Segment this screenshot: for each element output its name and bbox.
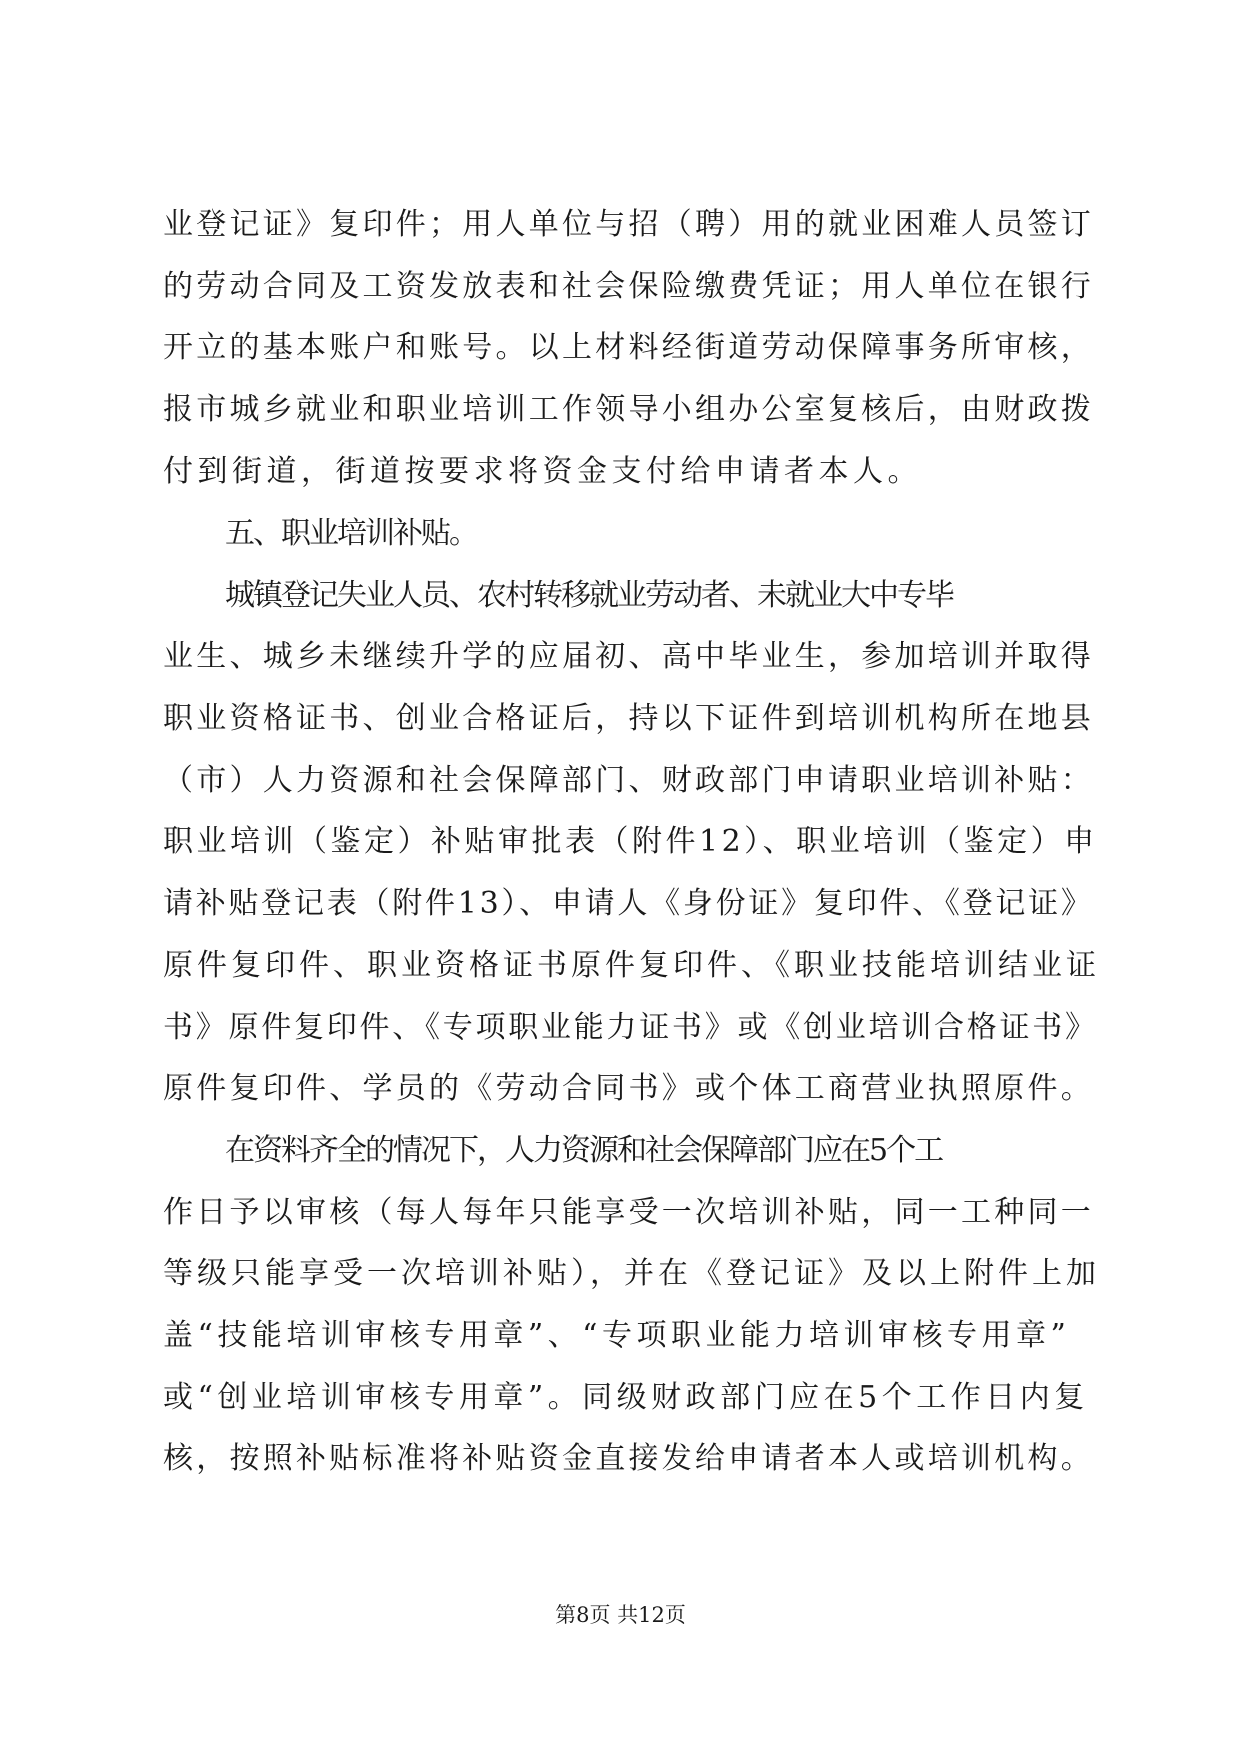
body-text-line: （市）人力资源和社会保障部门、财政部门申请职业培训补贴：	[163, 763, 1094, 798]
body-text-line: 开立的基本账户和账号。以上材料经街道劳动保障事务所审核，	[163, 330, 1094, 365]
body-text-line: 业生、城乡未继续升学的应届初、高中毕业生，参加培训并取得	[163, 639, 1094, 674]
body-text-line: 原件复印件、学员的《劳动合同书》或个体工商营业执照原件。	[163, 1071, 1094, 1106]
body-text-line: 核，按照补贴标准将补贴资金直接发给申请者本人或培训机构。	[163, 1441, 1094, 1476]
body-text-line: 请补贴登记表（附件13）、申请人《身份证》复印件、《登记证》	[163, 886, 1094, 921]
section-heading: 五、职业培训补贴。	[225, 516, 477, 551]
body-text-line: 的劳动合同及工资发放表和社会保险缴费凭证；用人单位在银行	[163, 269, 1094, 304]
body-text-line: 职业资格证书、创业合格证后，持以下证件到培训机构所在地县	[163, 701, 1094, 736]
body-text-line: 报市城乡就业和职业培训工作领导小组办公室复核后，由财政拨	[163, 392, 1094, 427]
body-text-line: 付到街道，街道按要求将资金支付给申请者本人。	[163, 454, 922, 489]
body-text-line: 业登记证》复印件；用人单位与招（聘）用的就业困难人员签订	[163, 207, 1094, 242]
body-text-line: 作日予以审核（每人每年只能享受一次培训补贴，同一工种同一	[163, 1195, 1094, 1230]
body-text-line: 或“创业培训审核专用章”。同级财政部门应在5个工作日内复	[163, 1380, 1089, 1415]
body-text-line: 在资料齐全的情况下，人力资源和社会保障部门应在5个工	[225, 1133, 943, 1168]
body-text-line: 盖“技能培训审核专用章”、“专项职业能力培训审核专用章”	[163, 1318, 1071, 1353]
body-text-line: 职业培训（鉴定）补贴审批表（附件12）、职业培训（鉴定）申	[163, 824, 1098, 859]
body-text-line: 原件复印件、职业资格证书原件复印件、《职业技能培训结业证	[163, 948, 1100, 983]
body-text-line: 城镇登记失业人员、农村转移就业劳动者、未就业大中专毕	[225, 578, 953, 613]
body-text-line: 等级只能享受一次培训补贴），并在《登记证》及以上附件上加	[163, 1256, 1100, 1291]
page-footer: 第8页 共12页	[555, 1603, 686, 1627]
body-text-line: 书》原件复印件、《专项职业能力证书》或《创业培训合格证书》	[163, 1010, 1098, 1045]
